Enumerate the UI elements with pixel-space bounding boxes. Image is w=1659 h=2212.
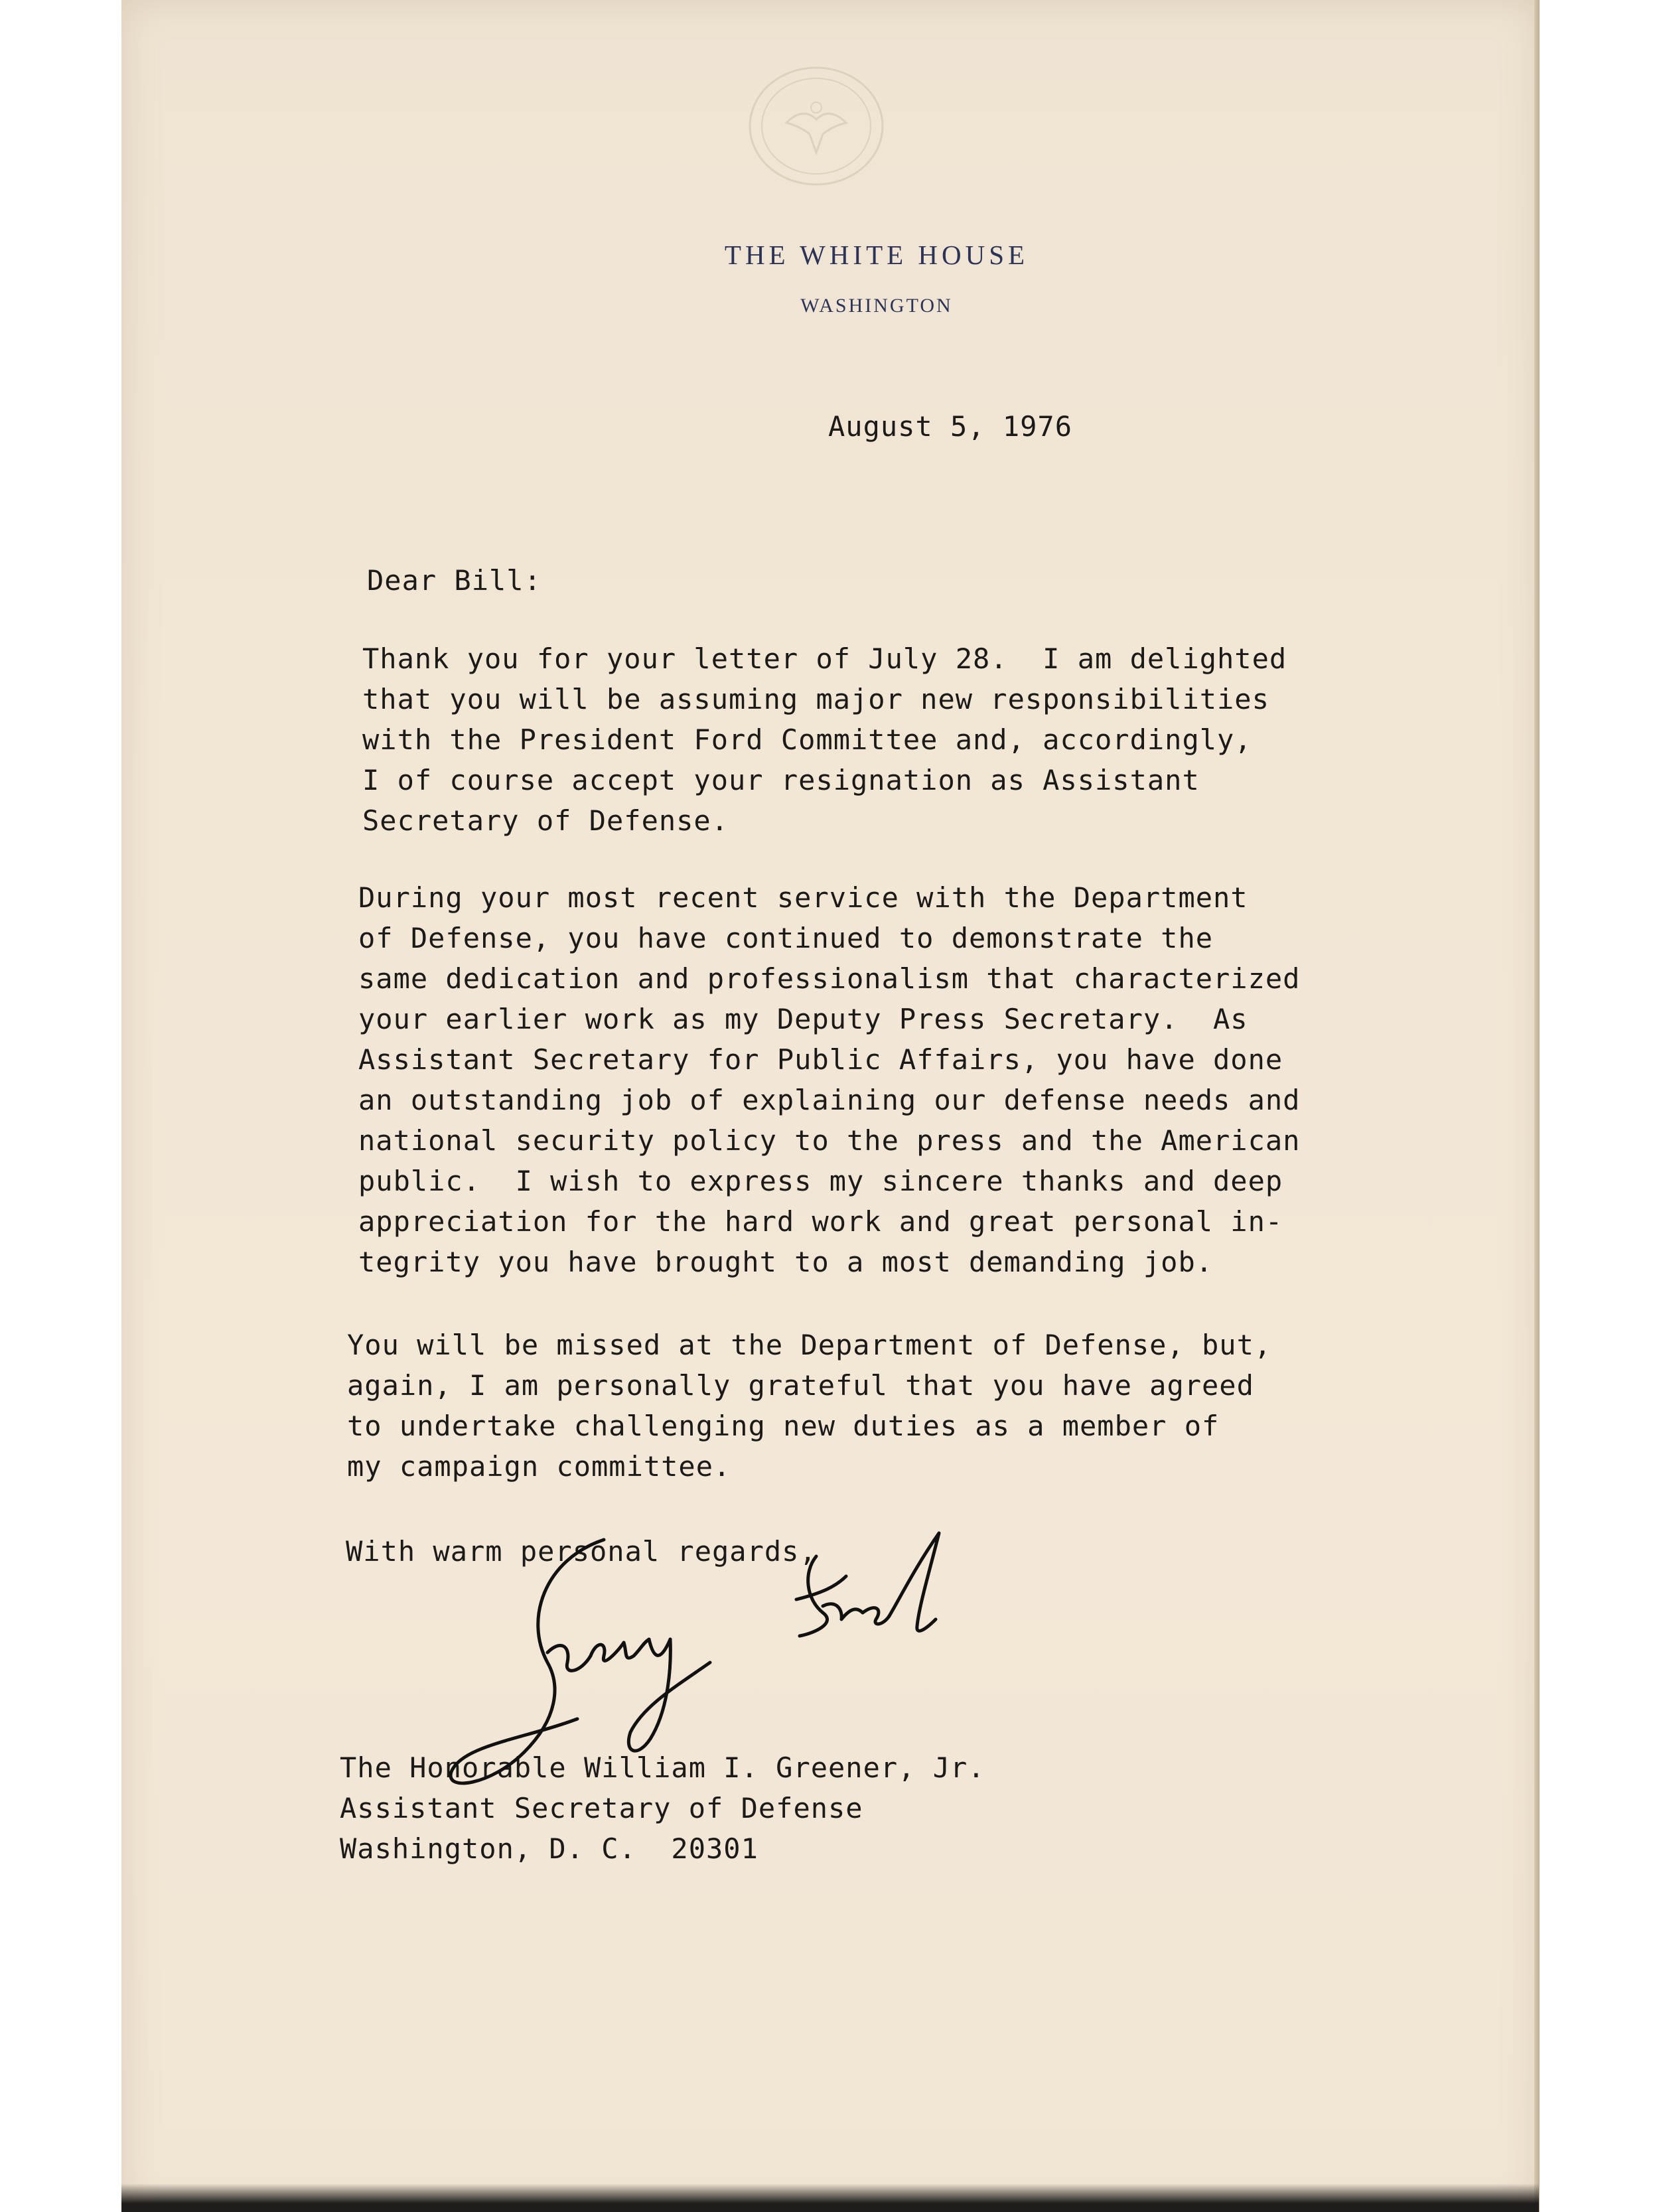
paragraph-line: my campaign committee. [347, 1450, 731, 1483]
paragraph-line: with the President Ford Committee and, accordingly, [362, 723, 1252, 756]
paragraph-line: again, I am personally grateful that you have agreed [347, 1369, 1254, 1402]
paragraph-line: to undertake challenging new duties as a member of [347, 1410, 1220, 1442]
background-edge [121, 2183, 1539, 2212]
body-paragraph-3 [347, 1325, 1271, 1487]
paragraph-line: of Defense, you have continued to demonstrate the [358, 922, 1214, 954]
paragraph-line: Secretary of Defense. [362, 804, 729, 837]
paragraph-line: same dedication and professionalism that characterized [358, 962, 1301, 995]
paragraph-line: an outstanding job of explaining our defense needs and [358, 1084, 1301, 1116]
paragraph-line: that you will be assuming major new responsibilities [362, 683, 1269, 715]
paragraph-line: appreciation for the hard work and great personal in- [358, 1205, 1283, 1238]
paragraph-line: public. I wish to express my sincere thanks and deep [358, 1165, 1283, 1197]
letterhead-title: THE WHITE HOUSE [724, 240, 1029, 270]
presidential-seal-icon [740, 60, 893, 192]
paragraph-line: During your most recent service with the Department [358, 881, 1248, 914]
address-line: Assistant Secretary of Defense [340, 1792, 863, 1824]
paragraph-line: tegrity you have brought to a most demanding job. [358, 1246, 1214, 1278]
paragraph-line: I of course accept your resignation as Assistant [362, 764, 1200, 796]
paragraph-line: national security policy to the press and the American [358, 1124, 1301, 1157]
salutation: Dear Bill: [367, 564, 541, 597]
paragraph-line: Assistant Secretary for Public Affairs, you have done [358, 1043, 1283, 1076]
handwritten-signature-icon [425, 1520, 1035, 1812]
closing: With warm personal regards, [346, 1535, 817, 1568]
address-line: Washington, D. C. 20301 [340, 1832, 758, 1865]
paper-edge [1534, 0, 1540, 2212]
letterhead-location: WASHINGTON [800, 295, 953, 317]
paragraph-line: your earlier work as my Deputy Press Secretary. As [358, 1003, 1248, 1035]
paragraph-line: Thank you for your letter of July 28. I am delighted [362, 642, 1287, 675]
letter-date: August 5, 1976 [828, 410, 1073, 443]
paragraph-line: You will be missed at the Department of Defense, but, [347, 1329, 1272, 1361]
body-paragraph-1 [362, 638, 1287, 841]
body-paragraph-2 [358, 877, 1300, 1282]
address-line: The Honorable William I. Greener, Jr. [340, 1751, 985, 1784]
